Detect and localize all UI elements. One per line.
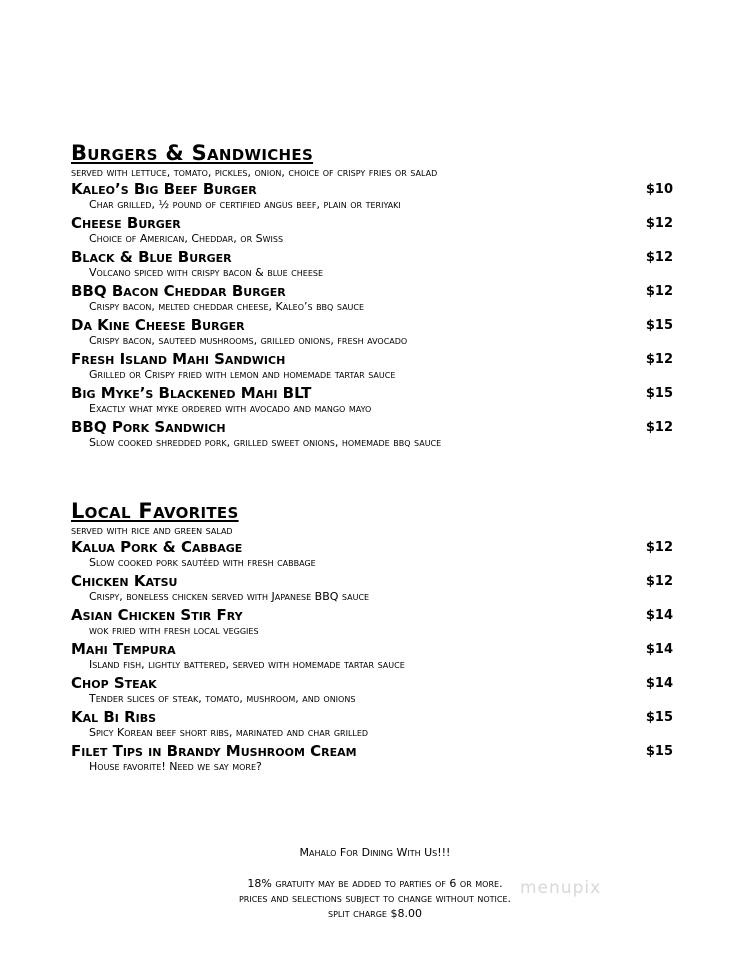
item-name: Chop Steak [71, 674, 157, 692]
item-name: Filet Tips in Brandy Mushroom Cream [71, 742, 357, 760]
item-description: Spicy Korean beef short ribs, marinated and char grilled [89, 726, 369, 739]
price-notice: prices and selections subject to change without notice. [238, 892, 512, 905]
item-description: Grilled or Crispy fried with lemon and homemade tartar sauce [89, 368, 396, 381]
item-price: $12 [645, 574, 673, 589]
watermark: menupix [520, 878, 602, 898]
item-price: $12 [645, 420, 673, 435]
item-description: Slow cooked shredded pork, grilled sweet onions, homemade bbq sauce [89, 436, 442, 449]
menu-item [71, 214, 676, 248]
menu-item [71, 384, 676, 418]
item-name: Kalua Pork & Cabbage [71, 538, 243, 556]
item-description: Tender slices of steak, tomato, mushroom, and onions [89, 692, 356, 705]
item-name: BBQ Bacon Cheddar Burger [71, 282, 286, 300]
section-subtitle: served with rice and green salad [71, 524, 233, 537]
menu-item [71, 742, 676, 776]
menu-item [71, 180, 676, 214]
item-name: Mahi Tempura [71, 640, 176, 658]
item-name: Asian Chicken Stir Fry [71, 606, 243, 624]
item-description: Crispy, boneless chicken served with Japanese BBQ sauce [89, 590, 370, 603]
section-title: Local Favorites [71, 499, 239, 523]
footer-notices [0, 876, 750, 921]
item-name: Da Kine Cheese Burger [71, 316, 245, 334]
item-description: House favorite! Need we say more? [89, 760, 262, 773]
item-name: Cheese Burger [71, 214, 181, 232]
item-price: $15 [645, 386, 673, 401]
item-description: Crispy bacon, sauteed mushrooms, grilled onions, fresh avocado [89, 334, 408, 347]
item-price: $15 [645, 744, 673, 759]
item-description: Island fish, lightly battered, served with homemade tartar sauce [89, 658, 405, 671]
item-description: Char grilled, ½ pound of certified angus beef, plain or teriyaki [89, 198, 401, 211]
item-price: $12 [645, 352, 673, 367]
item-name: Black & Blue Burger [71, 248, 232, 266]
item-description: Crispy bacon, melted cheddar cheese, Kaleo’s bbq sauce [89, 300, 365, 313]
menu-item [71, 538, 676, 572]
menu-item [71, 248, 676, 282]
burgers-list [71, 180, 676, 452]
item-price: $12 [645, 284, 673, 299]
menu-item [71, 674, 676, 708]
item-description: Volcano spiced with crispy bacon & blue cheese [89, 266, 324, 279]
burgers-section [71, 140, 676, 452]
menu-item [71, 572, 676, 606]
item-name: Kal Bi Ribs [71, 708, 157, 726]
item-price: $14 [645, 676, 673, 691]
menu-item [71, 708, 676, 742]
split-charge-note: split charge $8.00 [328, 907, 422, 920]
item-name: Fresh Island Mahi Sandwich [71, 350, 286, 368]
local-list [71, 538, 676, 776]
menu-item [71, 316, 676, 350]
section-subtitle: served with lettuce, tomato, pickles, onion, choice of crispy fries or salad [71, 166, 438, 179]
item-price: $15 [645, 318, 673, 333]
item-price: $12 [645, 540, 673, 555]
item-name: Big Myke’s Blackened Mahi BLT [71, 384, 312, 402]
menu-item [71, 350, 676, 384]
item-price: $10 [645, 182, 673, 197]
menu-item [71, 418, 676, 452]
section-title: Burgers & Sandwiches [71, 141, 314, 165]
footer-thanks: Mahalo For Dining With Us!!! [299, 846, 451, 859]
item-price: $14 [645, 642, 673, 657]
menu-item [71, 640, 676, 674]
item-description: Exactly what myke ordered with avocado and mango mayo [89, 402, 372, 415]
item-description: Slow cooked pork sautéed with fresh cabbage [89, 556, 316, 569]
item-description: Choice of American, Cheddar, or Swiss [89, 232, 284, 245]
local-favorites-section [71, 498, 676, 776]
item-name: Kaleo’s Big Beef Burger [71, 180, 257, 198]
item-price: $15 [645, 710, 673, 725]
item-price: $14 [645, 608, 673, 623]
item-price: $12 [645, 216, 673, 231]
menu-item [71, 282, 676, 316]
item-name: BBQ Pork Sandwich [71, 418, 226, 436]
item-price: $12 [645, 250, 673, 265]
item-name: Chicken Katsu [71, 572, 178, 590]
menu-item [71, 606, 676, 640]
item-description: wok fried with fresh local veggies [89, 624, 259, 637]
gratuity-note: 18% gratuity may be added to parties of 6 or more. [247, 877, 503, 890]
